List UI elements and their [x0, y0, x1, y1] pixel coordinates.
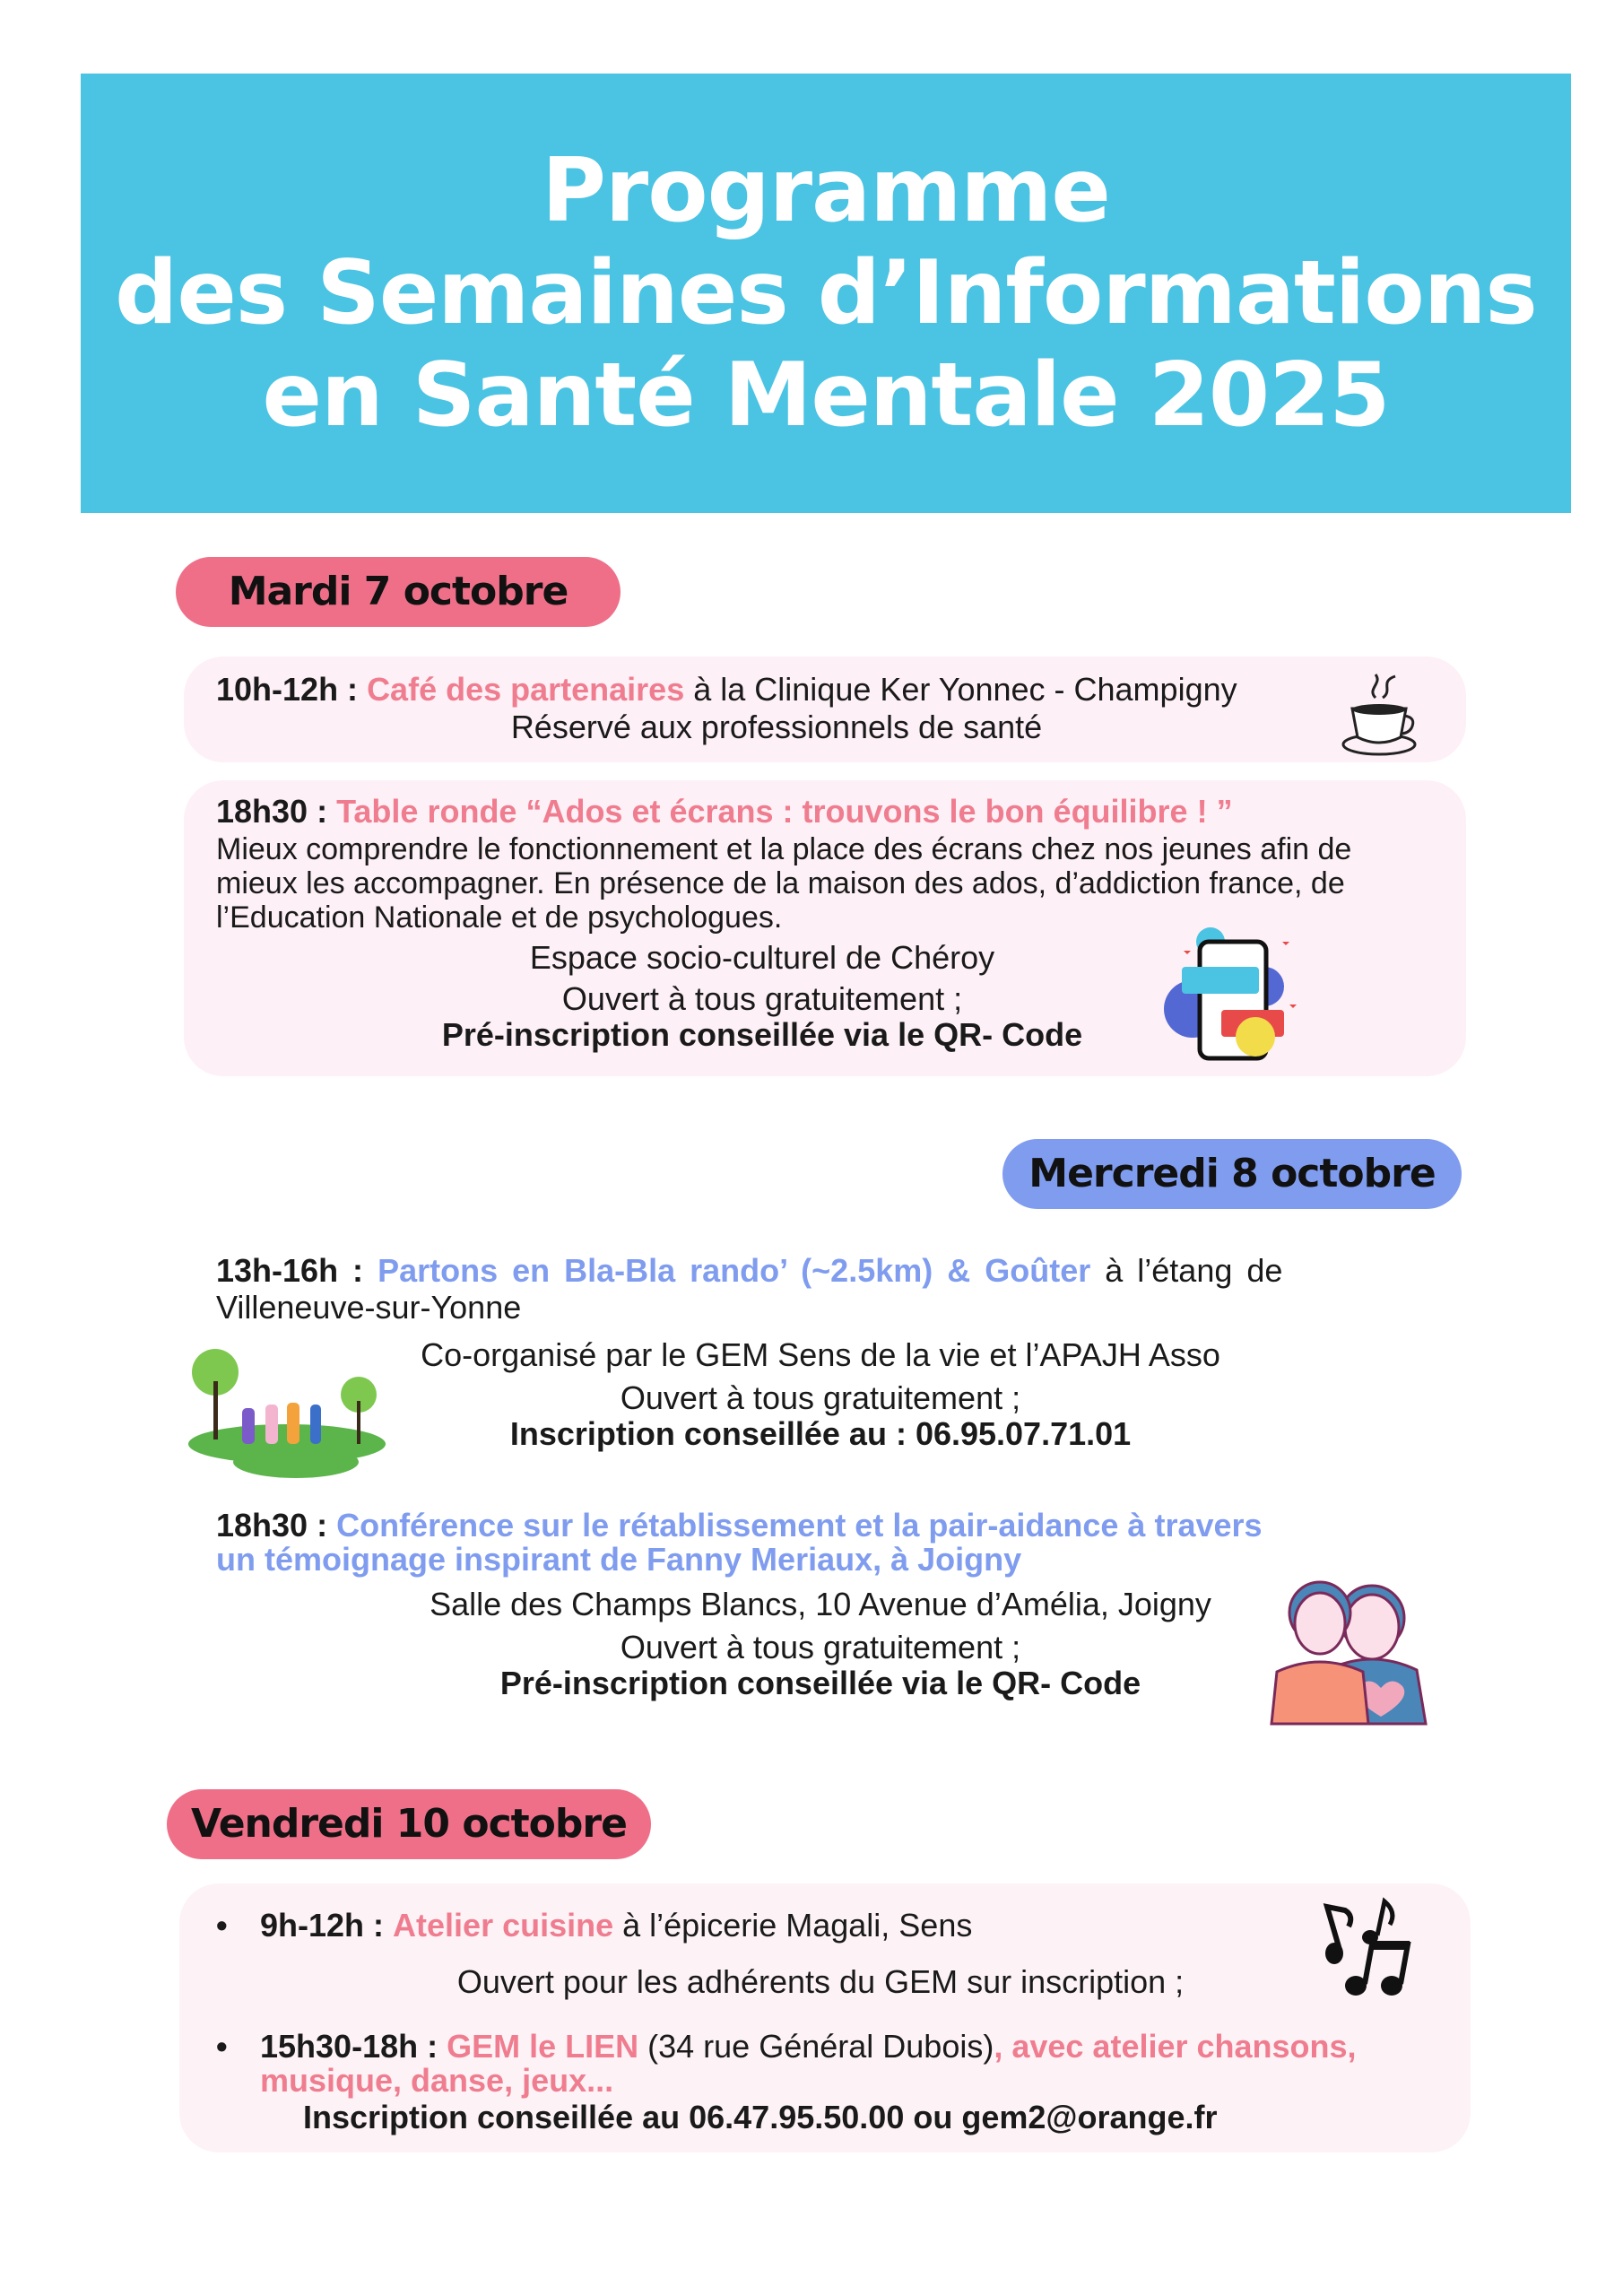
event-time: 18h30 :	[216, 793, 328, 830]
event-rando-line2: Villeneuve-sur-Yonne	[216, 1289, 522, 1326]
event-title: Atelier cuisine	[393, 1907, 614, 1944]
bullet: •	[216, 1907, 228, 1944]
day-label-mercredi: Mercredi 8 octobre	[1002, 1139, 1462, 1209]
event-registration: Inscription conseillée au 06.47.95.50.00 ou gem2@orange.fr	[303, 2099, 1218, 2135]
two-people-heart-icon	[1264, 1562, 1444, 1724]
title-line-2: des Semaines d’Informations	[115, 242, 1537, 344]
smartphone-social-icon	[1166, 924, 1300, 1058]
day-label-vendredi: Vendredi 10 octobre	[167, 1789, 651, 1859]
header-banner	[81, 74, 1571, 513]
title-line-3: en Santé Mentale 2025	[262, 344, 1390, 447]
hikers-icon	[179, 1345, 386, 1480]
event-time: 13h-16h :	[216, 1252, 364, 1289]
event-time: 9h-12h :	[260, 1907, 385, 1944]
event-description-line-1: Mieux comprendre le fonctionnement et la place des écrans chez nos jeunes afin de	[216, 832, 1352, 866]
event-organizer: Co-organisé par le GEM Sens de la vie et l’APAJH Asso	[421, 1336, 1220, 1373]
event-rando-line1	[216, 1252, 1282, 1290]
event-conference-line1	[216, 1507, 1263, 1544]
event-cafe-line1	[216, 671, 1237, 709]
event-location: Salle des Champs Blancs, 10 Avenue d’Amélia, Joigny	[430, 1586, 1211, 1622]
day-label-mardi: Mardi 7 octobre	[176, 557, 621, 627]
event-title: GEM le LIEN	[447, 2028, 639, 2065]
event-access: Ouvert à tous gratuitement ;	[620, 1629, 1021, 1665]
event-access: Ouvert à tous gratuitement ;	[561, 980, 963, 1017]
event-time: 18h30 :	[216, 1507, 328, 1544]
event-title-line-2: un témoignage inspirant de Fanny Meriaux, à Joigny	[216, 1541, 1022, 1578]
event-location: à l’étang de	[1090, 1252, 1283, 1289]
event-activities: , avec atelier chansons,	[994, 2028, 1357, 2065]
event-description-line-2: mieux les accompagner. En présence de la maison des ados, d’addiction france, de	[216, 866, 1345, 900]
music-notes-icon	[1318, 1901, 1417, 2000]
event-registration: Pré-inscription conseillée via le QR- Code	[499, 1665, 1141, 1701]
event-activities-line2: musique, danse, jeux...	[260, 2062, 614, 2099]
event-gem-line1	[260, 2028, 1357, 2066]
event-registration: Pré-inscription conseillée via le QR- Code	[441, 1016, 1083, 1053]
event-description-line-3: l’Education Nationale et de psychologues.	[216, 900, 783, 935]
coffee-cup-icon	[1340, 671, 1417, 757]
event-time: 15h30-18h :	[260, 2028, 438, 2065]
bullet: •	[216, 2028, 228, 2065]
event-cafe-line2: Réservé aux professionnels de santé	[510, 709, 1043, 745]
event-cuisine-line2: Ouvert pour les adhérents du GEM sur inscription ;	[456, 1963, 1185, 2000]
event-title-line-1: Conférence sur le rétablissement et la pair-aidance à travers	[336, 1507, 1263, 1544]
title-line-1: Programme	[542, 140, 1110, 242]
event-title: Café des partenaires	[367, 671, 685, 708]
event-title: Partons en Bla-Bla rando’ (~2.5km) & Goûter	[378, 1252, 1091, 1289]
event-cuisine-line1	[260, 1907, 972, 1944]
event-location: à la Clinique Ker Yonnec - Champigny	[684, 671, 1237, 708]
event-access: Ouvert à tous gratuitement ;	[620, 1379, 1021, 1416]
event-address: (34 rue Général Dubois)	[638, 2028, 994, 2065]
event-time: 10h-12h :	[216, 671, 359, 708]
event-location: à l’épicerie Magali, Sens	[613, 1907, 973, 1944]
event-table-ronde-title-line	[216, 793, 1233, 831]
event-location: Espace socio-culturel de Chéroy	[529, 939, 995, 976]
event-title: Table ronde “Ados et écrans : trouvons le bon équilibre ! ”	[336, 793, 1233, 830]
event-registration: Inscription conseillée au : 06.95.07.71.01	[509, 1415, 1132, 1452]
